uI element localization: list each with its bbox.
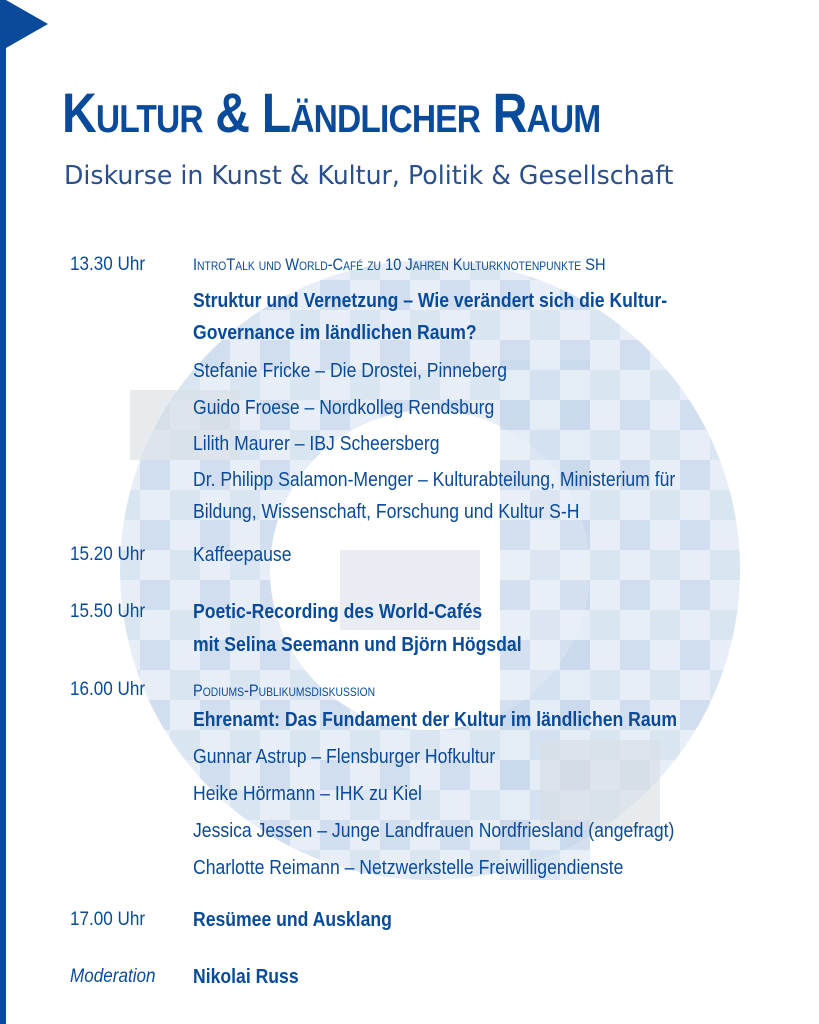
poetic-recording-line2: mit Selina Seemann und Björn Högsdal [193,634,522,656]
moderator-name: Nikolai Russ [193,966,299,988]
category-podium: Podiums-Publikumsdiskussion [193,681,376,700]
speaker-8: Charlotte Reimann – Netzwerkstelle Freiwilligendienste [193,857,624,879]
session-title-line2: Governance im ländlichen Raum? [193,322,477,344]
closing: Resümee und Ausklang [193,909,392,931]
page-title: Kultur & Ländlicher Raum [62,81,601,144]
speaker-3: Lilith Maurer – IBJ Scheersberg [193,433,440,455]
poetic-recording-line1: Poetic-Recording des World-Cafés [193,601,483,623]
time-1520: 15.20 Uhr [70,544,146,565]
time-1700: 17.00 Uhr [70,909,146,930]
time-1600: 16.00 Uhr [70,679,146,700]
ehrenamt-title: Ehrenamt: Das Fundament der Kultur im ländlichen Raum [193,709,678,731]
page-subtitle: Diskurse in Kunst & Kultur, Politik & Gesellschaft [64,161,674,191]
speaker-6: Heike Hörmann – IHK zu Kiel [193,783,422,805]
category-introtalk: IntroTalk und World-Café zu 10 Jahren Kulturknotenpunkte SH [193,255,606,274]
speaker-4-line2: Bildung, Wissenschaft, Forschung und Kultur S-H [193,501,580,523]
speaker-1: Stefanie Fricke – Die Drostei, Pinneberg [193,360,508,382]
speaker-2: Guido Froese – Nordkolleg Rendsburg [193,397,495,419]
speaker-5: Gunnar Astrup – Flensburger Hofkultur [193,746,496,768]
speaker-7: Jessica Jessen – Junge Landfrauen Nordfriesland (angefragt) [193,820,675,842]
session-title-line1: Struktur und Vernetzung – Wie verändert sich die Kultur- [193,290,668,312]
speaker-4-line1: Dr. Philipp Salamon-Menger – Kulturabteilung, Ministerium für [193,469,676,491]
time-1330: 13.30 Uhr [70,254,146,275]
coffee-break: Kaffeepause [193,544,292,566]
time-1550: 15.50 Uhr [70,601,146,622]
moderation-label: Moderation [70,966,156,987]
